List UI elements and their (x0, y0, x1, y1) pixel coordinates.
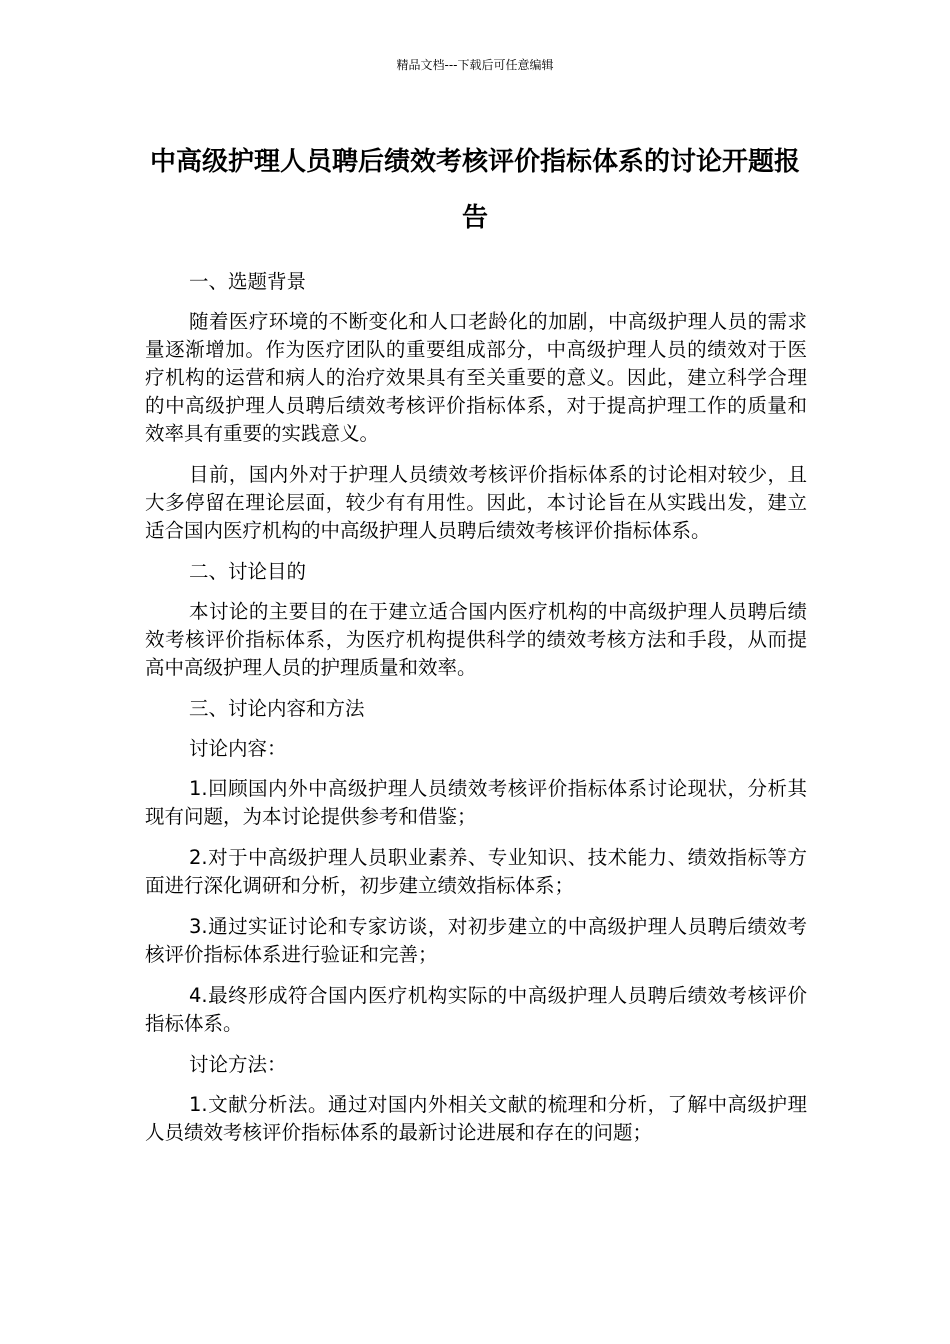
document-title: 中高级护理人员聘后绩效考核评价指标体系的讨论开题报告 (149, 147, 800, 233)
paragraph-purpose: 本讨论的主要目的在于建立适合国内医疗机构的中高级护理人员聘后绩效考核评价指标体系，为医疗机构提供科学的绩效考核方法和手段，从而提高中高级护理人员的护理质量和效率。 (145, 600, 807, 679)
list-item-content-3: 3.通过实证讨论和专家访谈，对初步建立的中高级护理人员聘后绩效考核评价指标体系进行验证和完善； (145, 915, 807, 966)
paragraph-background-2: 目前，国内外对于护理人员绩效考核评价指标体系的讨论相对较少，且大多停留在理论层面，较少有有用性。因此，本讨论旨在从实践出发，建立适合国内医疗机构的中高级护理人员聘后绩效考核评价指标体系。 (145, 463, 807, 542)
list-item-content-4: 4.最终形成符合国内医疗机构实际的中高级护理人员聘后绩效考核评价指标体系。 (145, 984, 807, 1035)
section-heading-purpose: 二、讨论目的 (189, 560, 307, 583)
page-header-note: 精品文档---下载后可任意编辑 (396, 58, 554, 72)
section-heading-content-method: 三、讨论内容和方法 (189, 697, 365, 720)
subheading-method: 讨论方法： (189, 1053, 287, 1076)
section-heading-background: 一、选题背景 (189, 270, 307, 293)
list-item-method-1: 1.文献分析法。通过对国内外相关文献的梳理和分析，了解中高级护理人员绩效考核评价指标体系的最新讨论进展和存在的问题； (145, 1093, 807, 1144)
list-item-content-2: 2.对于中高级护理人员职业素养、专业知识、技术能力、绩效指标等方面进行深化调研和分析，初步建立绩效指标体系； (145, 846, 807, 897)
document-body (145, 268, 807, 1160)
paragraph-background-1: 随着医疗环境的不断变化和人口老龄化的加剧，中高级护理人员的需求量逐渐增加。作为医疗团队的重要组成部分，中高级护理人员的绩效对于医疗机构的运营和病人的治疗效果具有至关重要的意义。因此，建立科学合理的中高级护理人员聘后绩效考核评价指标体系，对于提高护理工作的质量和效率具有重要的实践意义。 (145, 310, 807, 445)
list-item-content-1: 1.回顾国内外中高级护理人员绩效考核评价指标体系讨论现状，分析其现有问题，为本讨论提供参考和借鉴； (145, 777, 807, 828)
subheading-content: 讨论内容： (189, 737, 287, 760)
